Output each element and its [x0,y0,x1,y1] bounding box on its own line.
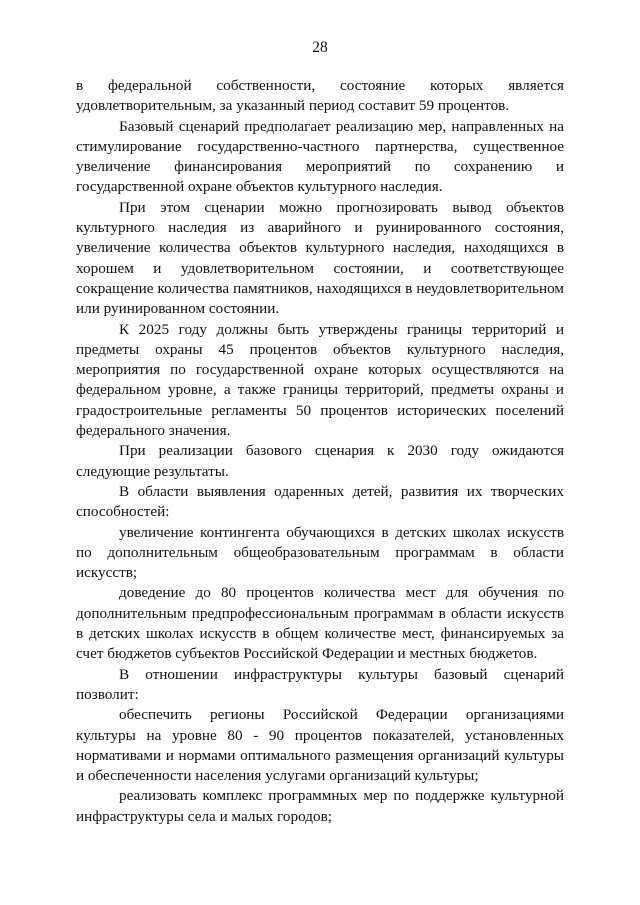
paragraph-2030-results: При реализации базового сценария к 2030 году ожидаются следующие результаты. [76,442,564,480]
paragraph-base-scenario: Базовый сценарий предполагает реализацию мер, направленных на стимулирование государственно-частного партнерства, существенное увеличение финансирования мероприятий по сохранению и государственной охране объектов культурного наследия. [76,117,564,196]
list-item-rural-support: реализовать комплекс программных мер по поддержке культурной инфраструктуры села и малых городов; [76,787,564,825]
document-body [76,76,564,827]
paragraph-infrastructure: В отношении инфраструктуры культуры базовый сценарий позволит: [76,665,564,703]
list-item-80-percent-places: доведение до 80 процентов количества мест для обучения по дополнительным предпрофессиональным программам в области искусств в детских школах искусств в общем количестве мест, финансируемых за счет бюджетов субъектов Российской Федерации и местных бюджетов. [76,584,564,663]
paragraph-2025-boundaries: К 2025 году должны быть утверждены границы территорий и предметы охраны 45 процентов объектов культурного наследия, мероприятия по государственной охране которых осуществляются на федеральном уровне, а также границы территорий, предметы охраны и градостроительные регламенты 50 процентов исторических поселений федерального значения. [76,320,564,440]
list-item-regions-provision: обеспечить регионы Российской Федерации организациями культуры на уровне 80 - 90 процентов показателей, установленных нормативами и нормами оптимального размещения организаций культуры и обеспеченности населения услугами организаций культуры; [76,706,564,785]
page-number: 28 [312,39,328,56]
paragraph-continuation: в федеральной собственности, состояние которых является удовлетворительным, за указанный период составит 59 процентов. [76,77,564,115]
paragraph-forecast: При этом сценарии можно прогнозировать вывод объектов культурного наследия из аварийного и руинированного состояния, увеличение количества объектов культурного наследия, находящихся в хорошем и удовлетворительном состоянии, и соответствующее сокращение количества памятников, находящихся в неудовлетворительном или руинированном состоянии. [76,198,564,318]
paragraph-gifted-children: В области выявления одаренных детей, развития их творческих способностей: [76,482,564,521]
list-item-student-contingent: увеличение контингента обучающихся в детских школах искусств по дополнительным общеобразовательным программам в области искусств; [76,523,564,582]
